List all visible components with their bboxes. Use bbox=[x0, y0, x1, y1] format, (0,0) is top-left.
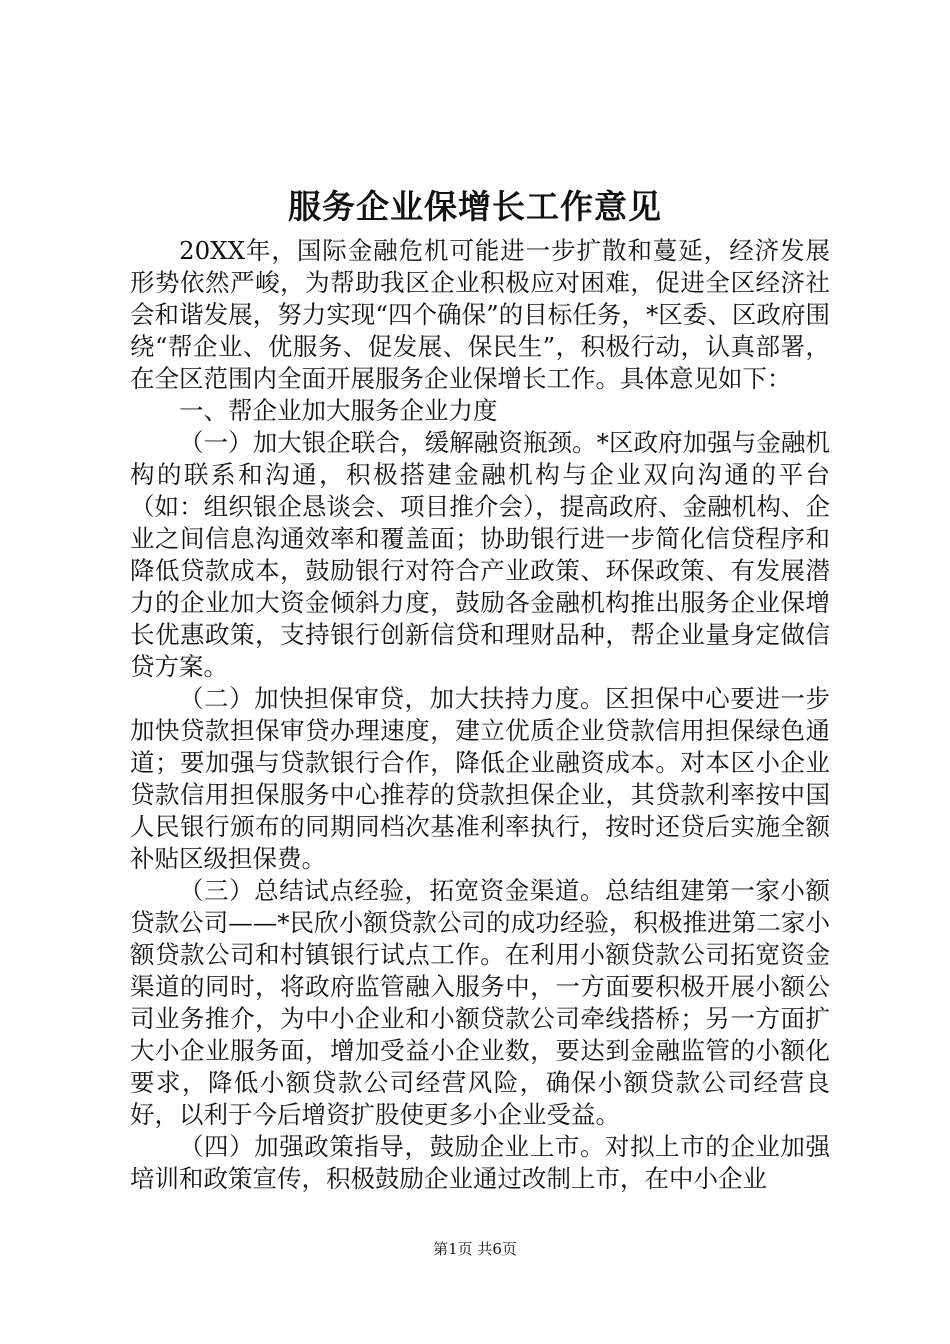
document-title: 服务企业保增长工作意见 bbox=[288, 187, 662, 226]
intro-paragraph: 20XX年，国际金融危机可能进一步扩散和蔓延，经济发展形势依然严峻，为帮助我区企业积极应对困难，促进全区经济社会和谐发展，努力实现“四个确保”的目标任务，*区委、区政府围绕“帮企业、优服务、促发展、保民生”，积极行动，认真部署，在全区范围内全面开展服务企业保增长工作。具体意见如下： bbox=[130, 236, 830, 393]
section-heading: 一、帮企业加大服务企业力度 bbox=[179, 396, 498, 425]
page-number-footer: 第1页 共6页 bbox=[433, 1240, 517, 1258]
item-paragraph-3: （三）总结试点经验，拓宽资金渠道。总结组建第一家小额贷款公司——*民欣小额贷款公司的成功经验，积极推进第二家小额贷款公司和村镇银行试点工作。在利用小额贷款公司拓宽资金渠道的同时，将政府监管融入服务中，一方面要积极开展小额公司业务推介，为中小企业和小额贷款公司牵线搭桥；另一方面扩大小企业服务面，增加受益小企业数，要达到金融监管的小额化要求，降低小额贷款公司经营风险，确保小额贷款公司经营良好，以利于今后增资扩股使更多小企业受益。 bbox=[130, 876, 830, 1129]
item-paragraph-1: （一）加大银企联合，缓解融资瓶颈。*区政府加强与金融机构的联系和沟通，积极搭建金融机构与企业双向沟通的平台（如：组织银企恳谈会、项目推介会），提高政府、金融机构、企业之间信息沟通效率和覆盖面；协助银行进一步简化信贷程序和降低贷款成本，鼓励银行对符合产业政策、环保政策、有发展潜力的企业加大资金倾斜力度，鼓励各金融机构推出服务企业保增长优惠政策，支持银行创新信贷和理财品种，帮企业量身定做信贷方案。 bbox=[130, 428, 830, 681]
item-paragraph-2: （二）加快担保审贷，加大扶持力度。区担保中心要进一步加快贷款担保审贷办理速度，建立优质企业贷款信用担保绿色通道；要加强与贷款银行合作，降低企业融资成本。对本区小企业贷款信用担保服务中心推荐的贷款担保企业，其贷款利率按中国人民银行颁布的同期同档次基准利率执行，按时还贷后实施全额补贴区级担保费。 bbox=[130, 684, 830, 873]
document-body bbox=[130, 235, 830, 1195]
item-paragraph-4: （四）加强政策指导，鼓励企业上市。对拟上市的企业加强培训和政策宣传，积极鼓励企业通过改制上市，在中小企业 bbox=[130, 1132, 830, 1193]
